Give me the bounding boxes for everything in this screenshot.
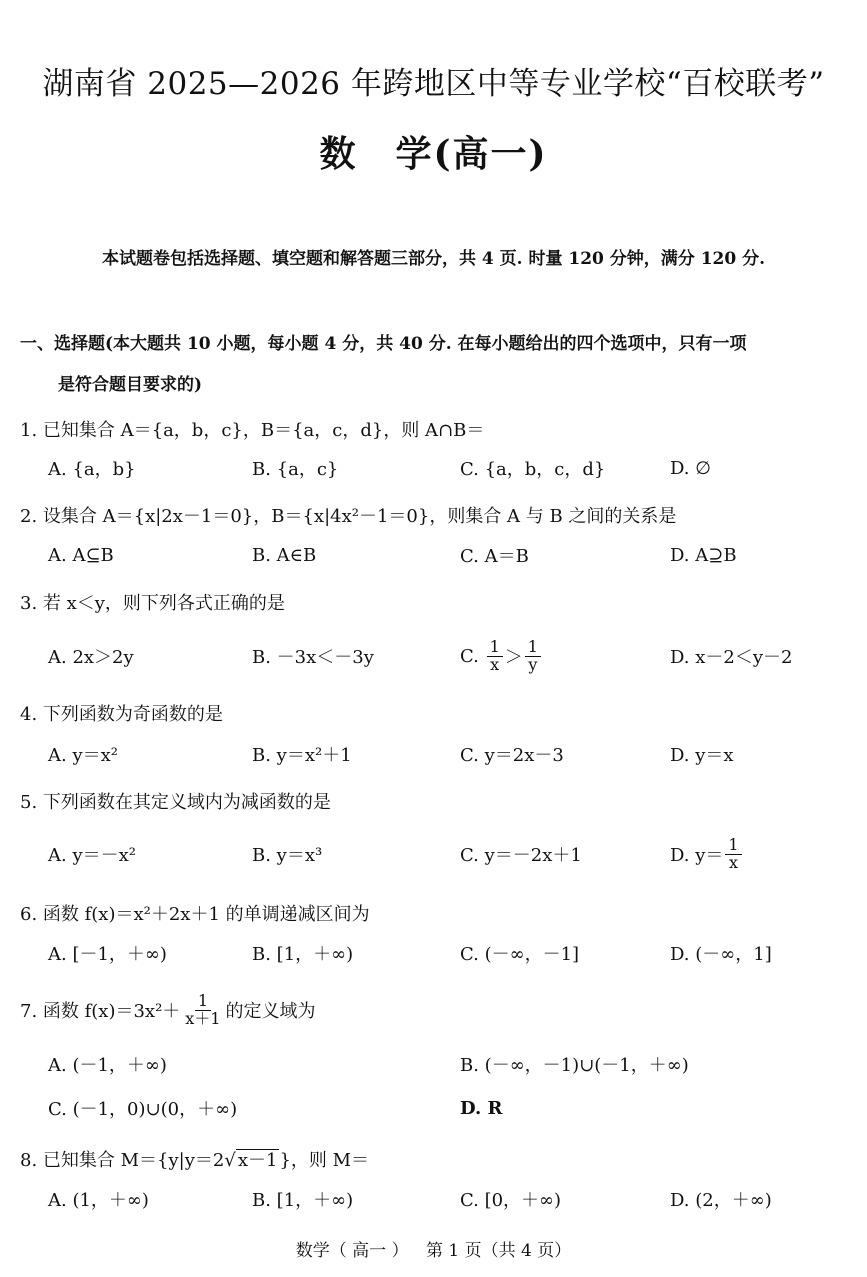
footer-page-number: 第 1 页（共 4 页）	[425, 1241, 572, 1261]
q1-option-d: D. ∅	[670, 457, 711, 479]
question-5-options	[48, 828, 848, 880]
q5-option-d-fraction	[725, 834, 741, 872]
q3-option-c	[460, 630, 543, 682]
q8-option-a: A. (1，＋∞)	[48, 1190, 149, 1211]
q4-option-b: B. y＝x²＋1	[252, 745, 352, 766]
fraction-numerator: 1	[725, 837, 741, 855]
question-1-stem: 1. 已知集合 A＝{a，b，c}，B＝{a，c，d}，则 A∩B＝	[20, 420, 485, 441]
q1-option-a: A. {a，b}	[48, 459, 136, 480]
question-2-options	[48, 537, 848, 573]
q3-option-c-left-fraction	[487, 636, 503, 674]
question-7-stem	[20, 988, 316, 1032]
section-heading-line2: 是符合题目要求的)	[58, 375, 203, 395]
fraction-numerator: 1	[195, 993, 211, 1011]
q5-option-d-label: D. y＝	[670, 845, 724, 866]
q7-stem-before: 7. 函数 f(x)＝3x²＋	[20, 1001, 181, 1022]
q8-option-b: B. [1，＋∞)	[252, 1190, 354, 1211]
question-3-stem: 3. 若 x＜y，则下列各式正确的是	[20, 593, 285, 614]
question-8-options	[48, 1181, 848, 1217]
question-7-options-row2	[48, 1090, 848, 1126]
question-8-stem	[20, 1146, 369, 1172]
q2-option-c: C. A＝B	[460, 546, 529, 567]
q8-stem-before: 8. 已知集合 M＝{y|y＝2	[20, 1150, 225, 1171]
q7-stem-fraction	[182, 990, 223, 1028]
question-7-options-row1	[48, 1046, 848, 1082]
q6-option-d: D. (－∞，1]	[670, 944, 772, 965]
q3-option-b: B. －3x＜－3y	[252, 647, 374, 668]
q3-option-a: A. 2x＞2y	[48, 647, 134, 668]
q6-option-b: B. [1，＋∞)	[252, 944, 354, 965]
q5-option-a: A. y＝－x²	[48, 845, 136, 866]
question-6-options	[48, 935, 848, 971]
section-heading	[20, 324, 855, 406]
q5-option-d	[670, 828, 744, 880]
q6-option-c: C. (－∞，－1]	[460, 944, 580, 965]
q4-option-d: D. y＝x	[670, 745, 734, 766]
q1-option-c: C. {a，b，c，d}	[460, 459, 606, 480]
footer-subject: 数学（ 高一 ）	[295, 1241, 409, 1261]
page-footer	[0, 1236, 867, 1261]
q3-option-c-label: C.	[460, 645, 479, 667]
q5-option-b: B. y＝x³	[252, 845, 323, 866]
q7-option-d: D. R	[460, 1097, 503, 1119]
q3-option-c-relation: ＞	[504, 647, 523, 668]
q8-option-d: D. (2，＋∞)	[670, 1190, 772, 1211]
question-4-stem: 4. 下列函数为奇函数的是	[20, 704, 223, 725]
q7-option-c: C. (－1，0)∪(0，＋∞)	[48, 1099, 238, 1120]
question-6-stem: 6. 函数 f(x)＝x²＋2x＋1 的单调递减区间为	[20, 904, 370, 925]
q4-option-a: A. y＝x²	[48, 745, 118, 766]
section-heading-line1: 一、选择题(本大题共 10 小题，每小题 4 分，共 40 分. 在每小题给出的四个选项中，只有一项	[20, 334, 747, 354]
q5-option-c: C. y＝－2x＋1	[460, 845, 582, 866]
subject-title: 数 学(高一)	[319, 133, 548, 175]
q3-option-d: D. x－2＜y－2	[670, 647, 793, 668]
question-1-options	[48, 450, 848, 486]
q6-option-a: A. [－1，＋∞)	[48, 944, 167, 965]
q8-option-c: C. [0，＋∞)	[460, 1190, 562, 1211]
q7-option-a: A. (－1，＋∞)	[48, 1055, 167, 1076]
question-5-stem: 5. 下列函数在其定义域内为减函数的是	[20, 792, 331, 813]
sqrt-icon: √	[224, 1150, 236, 1171]
q8-stem-after: }，则 M＝	[279, 1150, 370, 1171]
fraction-denominator: x＋1	[185, 1008, 221, 1028]
fraction-denominator: y	[528, 654, 538, 674]
question-2-stem: 2. 设集合 A＝{x|2x－1＝0}，B＝{x|4x²－1＝0}，则集合 A 与 B 之间的关系是	[20, 506, 677, 527]
fraction-numerator: 1	[525, 639, 541, 657]
question-4-options	[48, 736, 848, 772]
q4-option-c: C. y＝2x－3	[460, 745, 564, 766]
q3-option-c-right-fraction	[525, 636, 541, 674]
fraction-denominator: x	[490, 654, 500, 674]
q8-stem-radicand: x－1	[237, 1150, 278, 1171]
q1-option-b: B. {a，c}	[252, 459, 339, 480]
q2-option-d: D. A⊇B	[670, 544, 737, 566]
q2-option-a: A. A⊆B	[48, 544, 114, 566]
exam-title: 湖南省 2025—2026 年跨地区中等专业学校“百校联考”	[42, 66, 825, 102]
fraction-denominator: x	[728, 852, 739, 872]
exam-instructions: 本试题卷包括选择题、填空题和解答题三部分，共 4 页. 时量 120 分钟，满分 120 分.	[101, 249, 766, 269]
q2-option-b: B. A∈B	[252, 544, 317, 566]
fraction-numerator: 1	[487, 639, 503, 657]
question-3-options	[48, 630, 848, 682]
q7-option-b: B. (－∞，－1)∪(－1，＋∞)	[460, 1055, 689, 1076]
q7-stem-after: 的定义域为	[225, 1001, 316, 1022]
